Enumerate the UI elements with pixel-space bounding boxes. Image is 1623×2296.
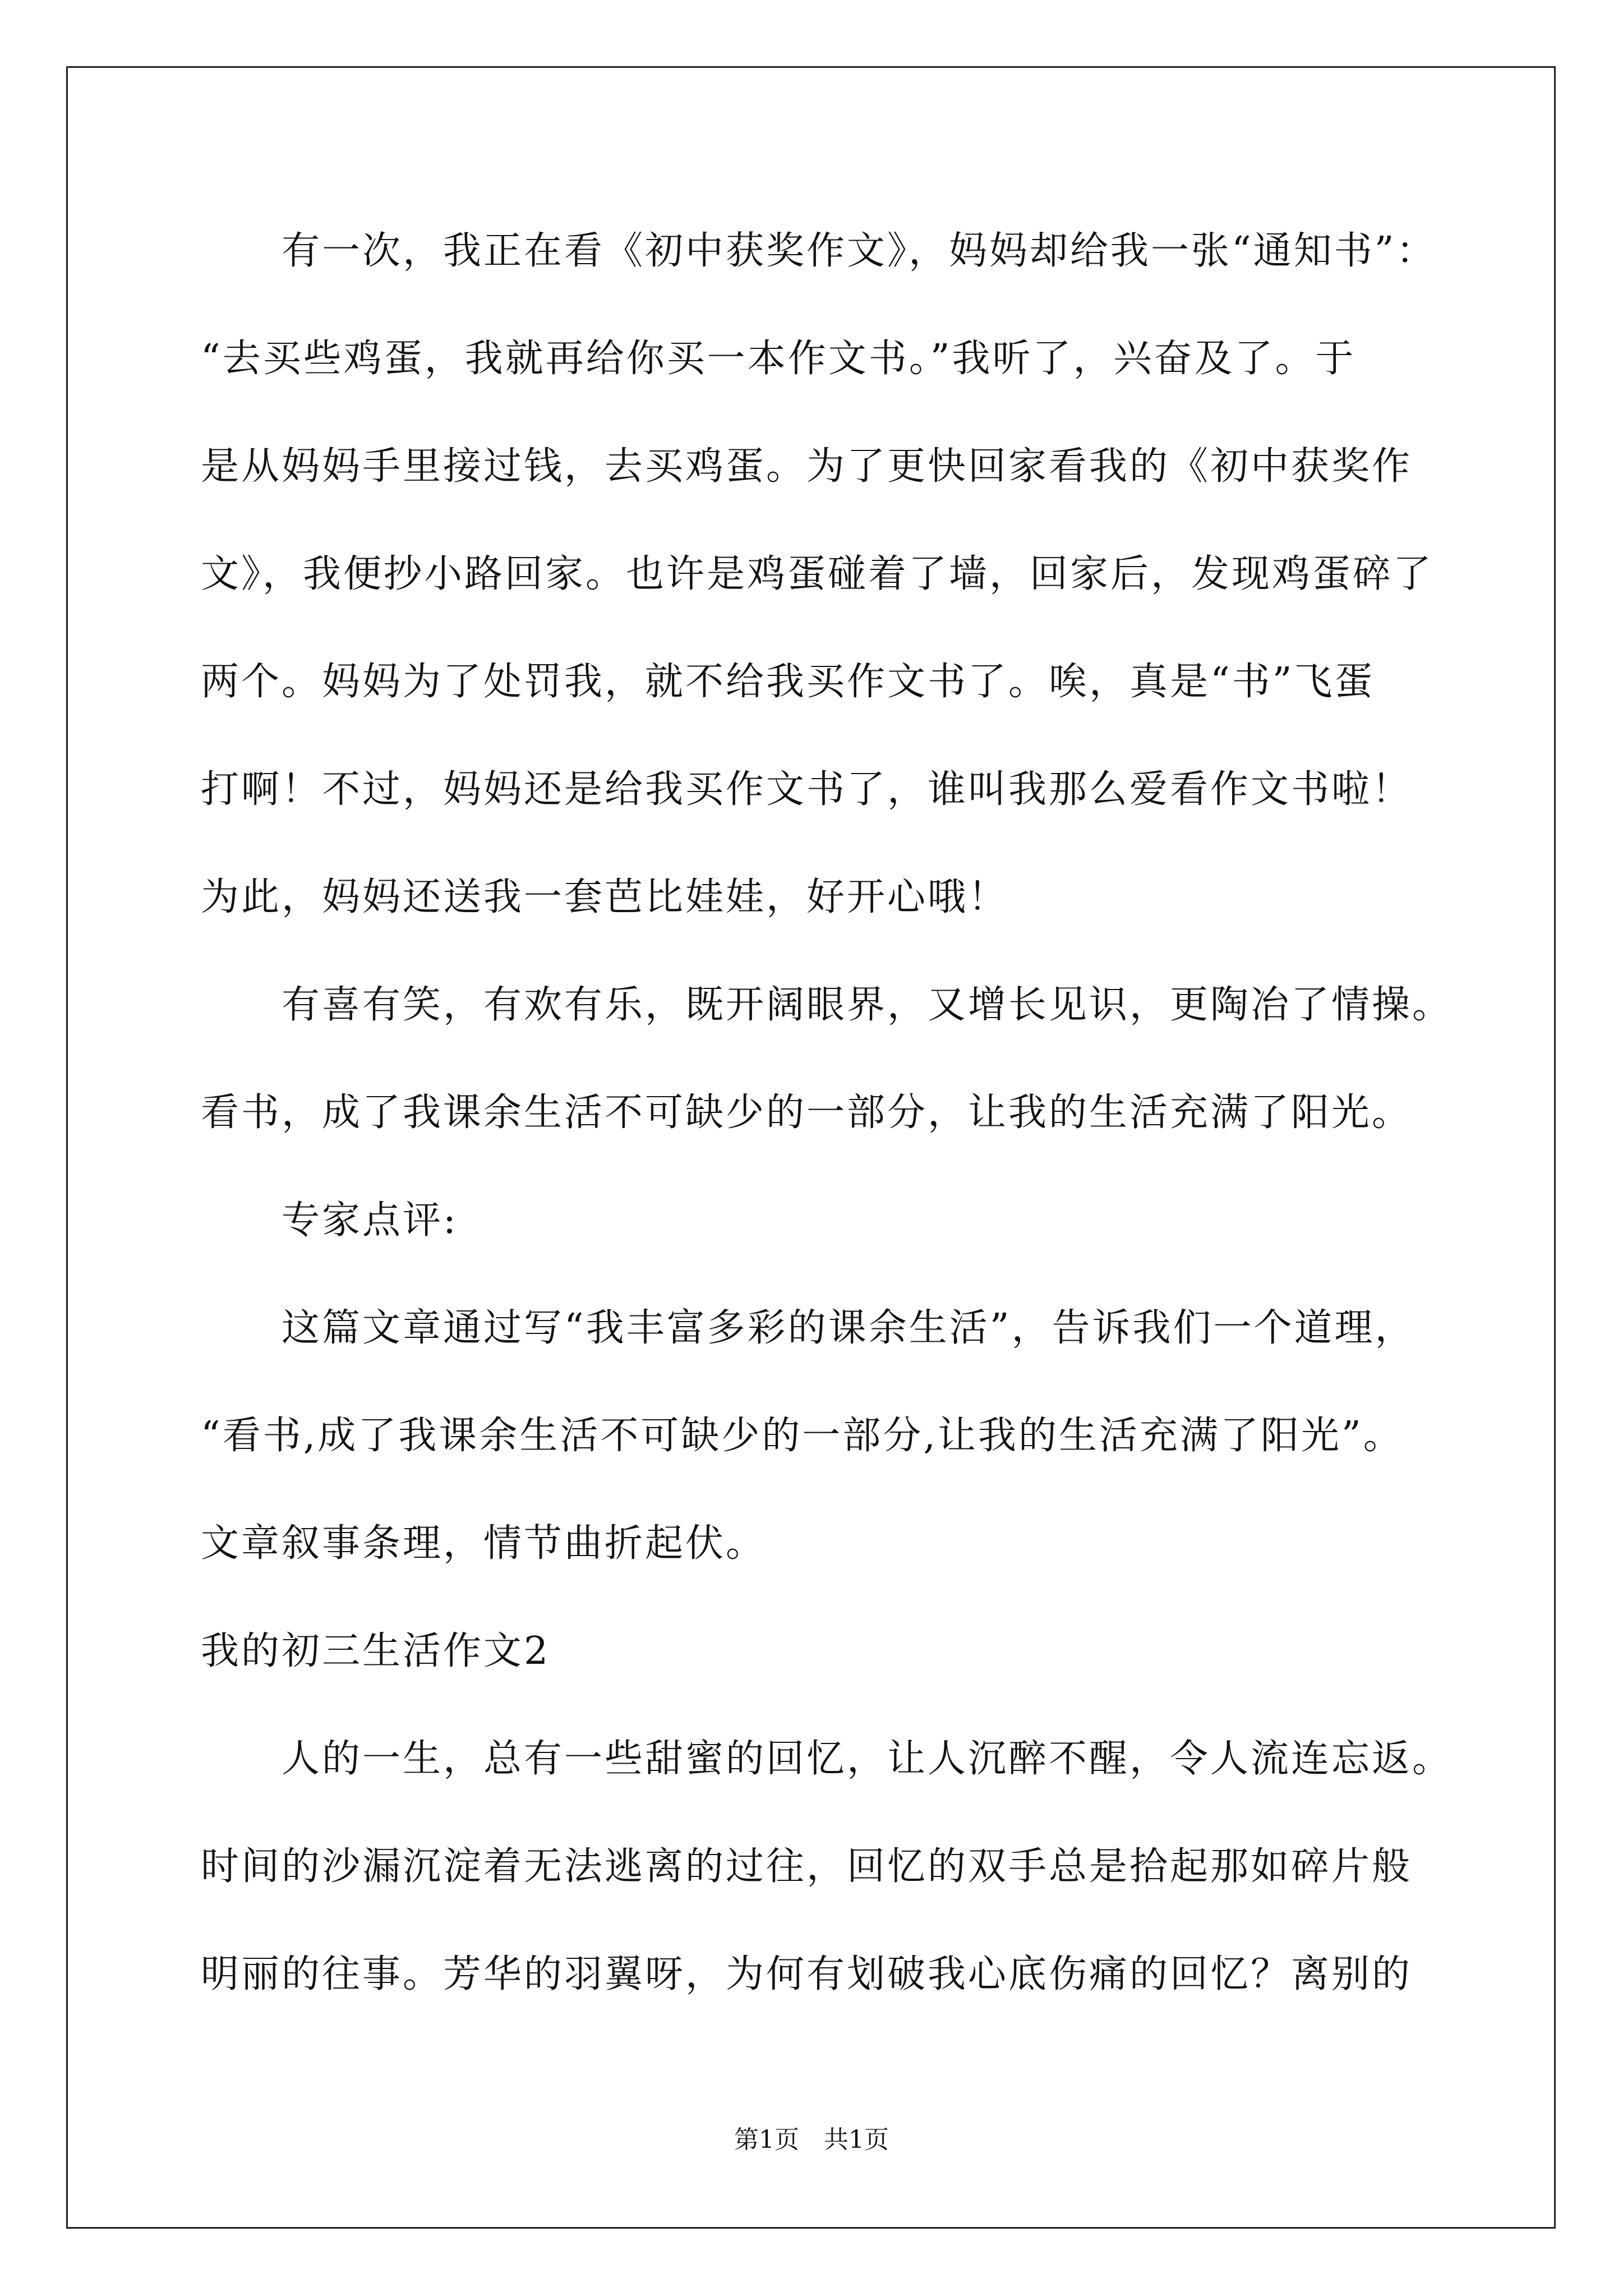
paragraph-line: “看书,成了我课余生活不可缺少的一部分,让我的生活充满了阳光”。 — [201, 1414, 1404, 1458]
paragraph-line: 两个。妈妈为了处罚我，就不给我买作文书了。唉，真是“书”飞蛋 — [201, 660, 1375, 704]
paragraph-line: 明丽的往事。芳华的羽翼呀，为何有划破我心底伤痛的回忆？离别的 — [201, 1952, 1413, 1996]
essay-title: 我的初三生活作文2 — [201, 1629, 551, 1673]
paragraph-line: 文》，我便抄小路回家。也许是鸡蛋碰着了墙，回家后，发现鸡蛋碎了 — [201, 552, 1434, 596]
paragraph-line: 文章叙事条理，情节曲折起伏。 — [201, 1521, 767, 1566]
paragraph-line: “去买些鸡蛋，我就再给你买一本作文书。”我听了，兴奋及了。于 — [201, 337, 1356, 381]
section-label: 专家点评: — [282, 1198, 458, 1243]
paragraph-line: 打啊！不过，妈妈还是给我买作文书了，谁叫我那么爱看作文书啦！ — [201, 767, 1413, 812]
paragraph-line: 有喜有笑，有欢有乐，既开阔眼界，又增长见识，更陶冶了情操。 — [282, 983, 1453, 1027]
paragraph-line: 是从妈妈手里接过钱，去买鸡蛋。为了更快回家看我的《初中获奖作 — [201, 444, 1413, 489]
paragraph-line: 有一次，我正在看《初中获奖作文》，妈妈却给我一张“通知书”： — [282, 229, 1437, 273]
paragraph-line: 时间的沙漏沉淀着无法逃离的过往，回忆的双手总是拾起那如碎片般 — [201, 1844, 1413, 1889]
paragraph-line: 看书，成了我课余生活不可缺少的一部分，让我的生活充满了阳光。 — [201, 1091, 1413, 1135]
paragraph-line: 为此，妈妈还送我一套芭比娃娃，好开心哦！ — [201, 875, 1009, 919]
paragraph-line: 这篇文章通过写“我丰富多彩的课余生活”，告诉我们一个道理， — [282, 1306, 1415, 1350]
page-footer: 第1页 共1页 — [734, 2125, 889, 2154]
paragraph-line: 人的一生，总有一些甜蜜的回忆，让人沉醉不醒，令人流连忘返。 — [282, 1737, 1453, 1781]
document-body — [201, 212, 1453, 2043]
